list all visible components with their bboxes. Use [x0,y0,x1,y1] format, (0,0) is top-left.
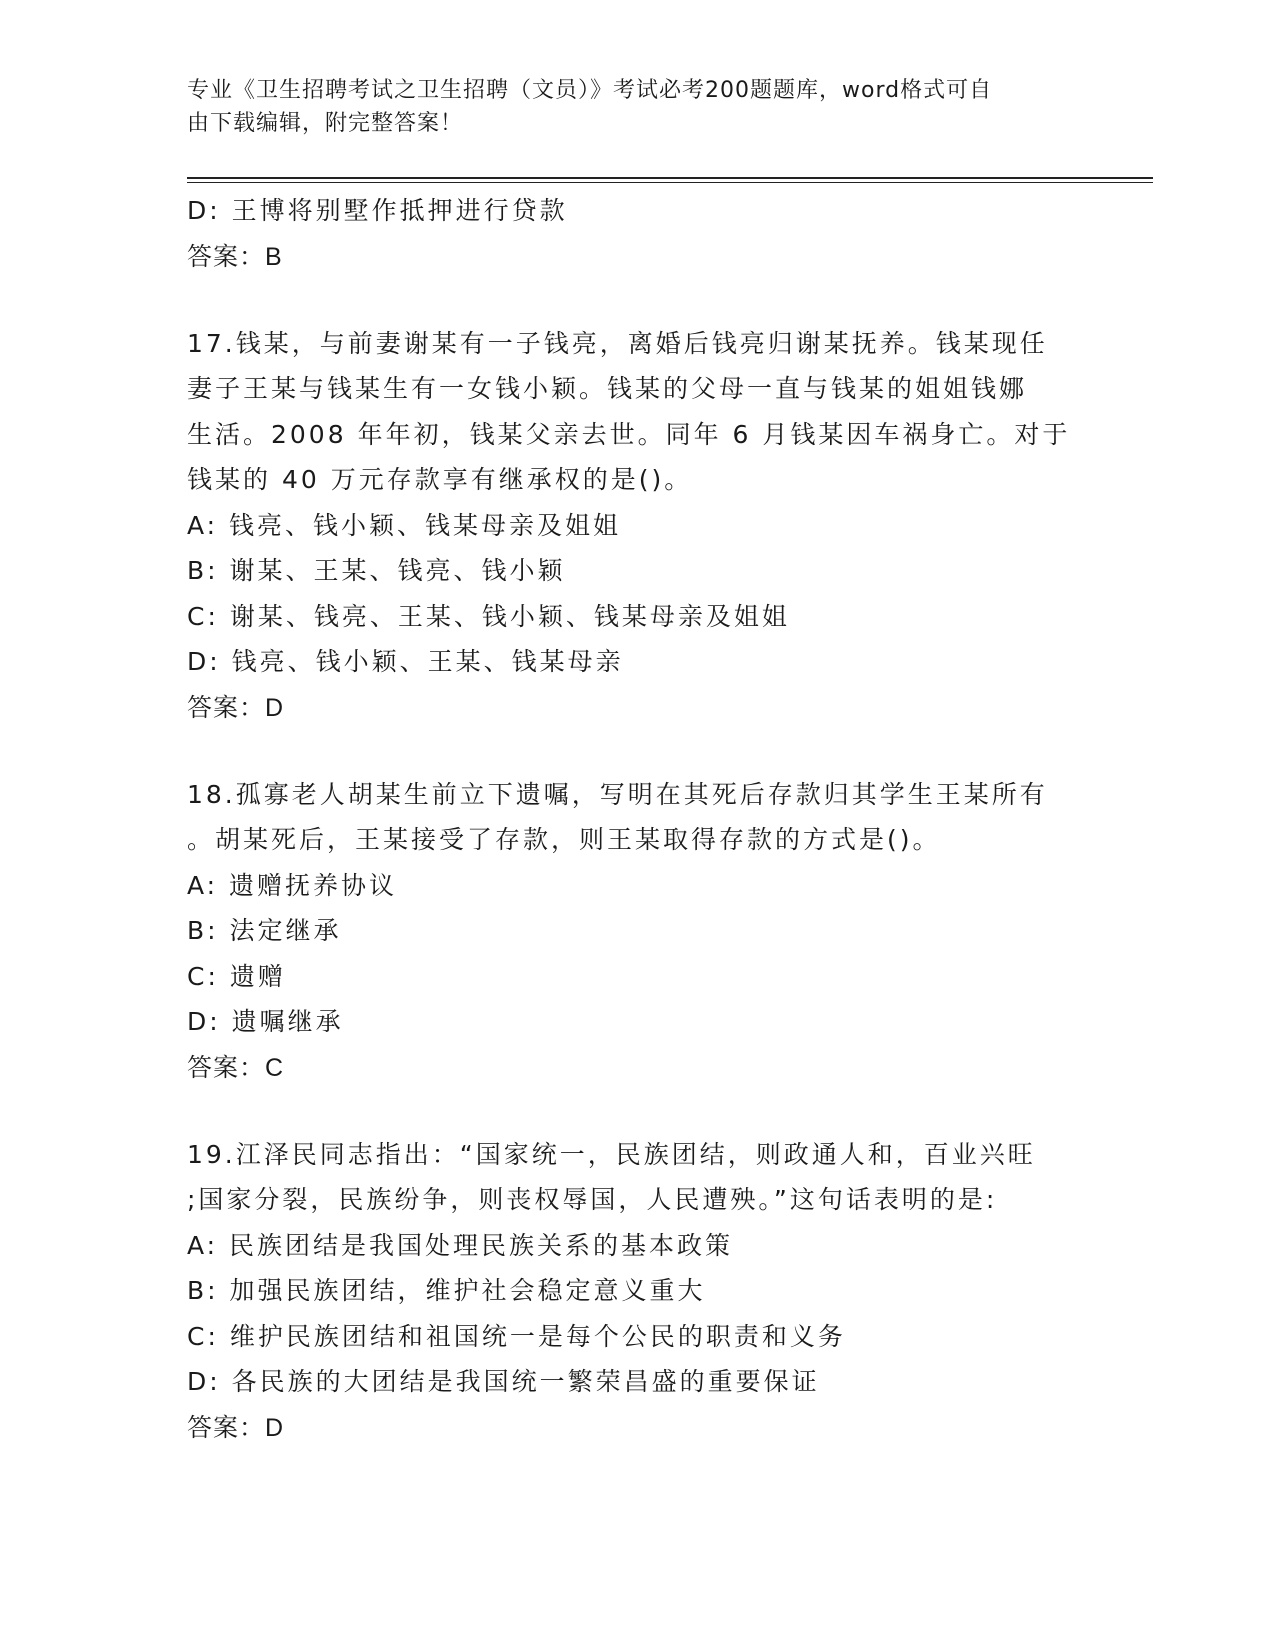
previous-question-tail [187,188,1087,280]
stem-line: 19.江泽民同志指出：“国家统一，民族团结，则政通人和，百业兴旺 [187,1139,1036,1169]
question-content [187,188,1087,1451]
option-b: B: 谢某、王某、钱亮、钱小颖 [187,556,566,585]
header-line-1: 专业《卫生招聘考试之卫生招聘（文员）》考试必考200题题库，word格式可自 [187,78,993,103]
question-19 [187,1132,1087,1451]
option-d: D: 钱亮、钱小颖、王某、钱某母亲 [187,647,624,676]
stem-line: 17.钱某，与前妻谢某有一子钱亮，离婚后钱亮归谢某抚养。钱某现任 [187,328,1048,358]
option-d: D: 王博将别墅作抵押进行贷款 [187,196,568,225]
question-stem [187,321,1087,503]
answer-line: 答案：B [187,242,283,271]
option-c: C: 遗赠 [187,961,286,991]
stem-line: 钱某的 40 万元存款享有继承权的是()。 [187,465,693,494]
question-stem [187,772,1087,863]
option-d: D: 各民族的大团结是我国统一繁荣昌盛的重要保证 [187,1367,820,1396]
option-a: A: 民族团结是我国处理民族关系的基本政策 [187,1230,734,1260]
option-d: D: 遗嘱继承 [187,1007,344,1036]
stem-line: 。胡某死后，王某接受了存款，则王某取得存款的方式是()。 [187,825,941,854]
stem-line: 妻子王某与钱某生有一女钱小颖。钱某的父母一直与钱某的姐姐钱娜 [187,374,1028,403]
document-header [187,74,1087,140]
stem-line: 生活。2008 年年初，钱某父亲去世。同年 6 月钱某因车祸身亡。对于 [187,419,1071,449]
question-18 [187,772,1087,1091]
option-c: C: 维护民族团结和祖国统一是每个公民的职责和义务 [187,1321,846,1351]
option-a: A: 钱亮、钱小颖、钱某母亲及姐姐 [187,510,622,540]
header-line-2: 由下载编辑，附完整答案！ [187,111,464,136]
option-a: A: 遗赠抚养协议 [187,870,398,900]
option-b: B: 加强民族团结，维护社会稳定意义重大 [187,1276,706,1305]
stem-line: 18.孤寡老人胡某生前立下遗嘱，写明在其死后存款归其学生王某所有 [187,779,1048,809]
stem-line: ;国家分裂，民族纷争，则丧权辱国，人民遭殃。”这句话表明的是: [187,1185,998,1214]
answer-line: 答案：D [187,1413,285,1442]
option-c: C: 谢某、钱亮、王某、钱小颖、钱某母亲及姐姐 [187,601,790,631]
answer-line: 答案：C [187,1053,285,1082]
option-b: B: 法定继承 [187,916,342,945]
header-divider-thick [187,177,1153,179]
answer-line: 答案：D [187,693,285,722]
header-divider-thin [187,182,1153,183]
question-stem [187,1132,1087,1223]
question-17 [187,321,1087,731]
